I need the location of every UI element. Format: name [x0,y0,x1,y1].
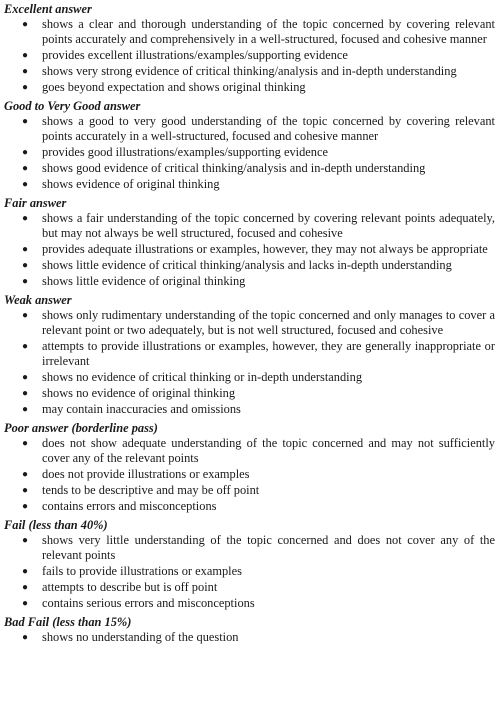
list-item-text: goes beyond expectation and shows original thinking [42,80,306,94]
bullet-icon: ● [22,469,29,480]
list-item-text: fails to provide illustrations or examples [42,564,242,578]
section-poor-answer [4,419,497,514]
list-item-text: shows a clear and thorough understanding of the topic concerned by covering relevant points accurately and comprehensively in a well-structured, focused and cohesive manner [42,17,495,46]
list-item [4,483,497,498]
list-item-text: provides good illustrations/examples/supporting evidence [42,145,328,159]
list-item-text: shows a fair understanding of the topic concerned by covering relevant points adequately, but may not always be well structured, focused and cohesive [42,211,495,240]
criteria-list [4,436,497,514]
list-item [4,80,497,95]
list-item-text: shows evidence of original thinking [42,177,220,191]
section-heading: Bad Fail (less than 15%) [4,615,132,629]
criteria-list [4,533,497,611]
list-item-text: contains errors and misconceptions [42,499,217,513]
list-item [4,242,497,257]
list-item [4,596,497,611]
bullet-icon: ● [22,485,29,496]
list-item [4,114,497,144]
list-item-text: shows only rudimentary understanding of the topic concerned and only manages to cover a relevant point or two adequately, but is not well structured, focused and cohesive [42,308,495,337]
bullet-icon: ● [22,310,29,321]
list-item-text: shows very little understanding of the topic concerned and does not cover any of the relevant points [42,533,495,562]
bullet-icon: ● [22,632,29,643]
bullet-icon: ● [22,582,29,593]
list-item [4,64,497,79]
criteria-list [4,308,497,417]
list-item [4,370,497,385]
bullet-icon: ● [22,163,29,174]
section-heading: Good to Very Good answer [4,99,141,113]
section-fair-answer [4,194,497,289]
list-item-text: shows no evidence of critical thinking or in-depth understanding [42,370,363,384]
list-item [4,467,497,482]
list-item-text: shows no understanding of the question [42,630,239,644]
list-item-text: may contain inaccuracies and omissions [42,402,241,416]
list-item [4,386,497,401]
section-heading: Excellent answer [4,2,92,16]
section-fail [4,516,497,611]
bullet-icon: ● [22,276,29,287]
section-heading: Weak answer [4,293,72,307]
bullet-icon: ● [22,501,29,512]
bullet-icon: ● [22,535,29,546]
criteria-list [4,17,497,95]
list-item [4,258,497,273]
list-item-text: provides excellent illustrations/examples/supporting evidence [42,48,348,62]
criteria-list [4,630,497,645]
list-item [4,211,497,241]
list-item [4,339,497,369]
list-item [4,145,497,160]
bullet-icon: ● [22,19,29,30]
section-heading: Fair answer [4,196,67,210]
bullet-icon: ● [22,388,29,399]
section-weak-answer [4,291,497,417]
section-bad-fail [4,613,497,645]
list-item-text: shows little evidence of critical thinking/analysis and lacks in-depth understanding [42,258,452,272]
bullet-icon: ● [22,341,29,352]
list-item [4,630,497,645]
list-item [4,436,497,466]
bullet-icon: ● [22,179,29,190]
criteria-list [4,114,497,192]
bullet-icon: ● [22,404,29,415]
bullet-icon: ● [22,116,29,127]
list-item-text: shows a good to very good understanding of the topic concerned by covering relevant points accurately in a well-structured, focused and cohesive manner [42,114,495,143]
section-excellent-answer [4,0,497,95]
list-item [4,48,497,63]
section-good-to-very-good-answer [4,97,497,192]
list-item-text: shows good evidence of critical thinking/analysis and in-depth understanding [42,161,426,175]
list-item [4,177,497,192]
bullet-icon: ● [22,213,29,224]
list-item-text: shows no evidence of original thinking [42,386,236,400]
list-item-text: shows very strong evidence of critical thinking/analysis and in-depth understanding [42,64,457,78]
list-item [4,533,497,563]
list-item [4,402,497,417]
section-heading: Poor answer (borderline pass) [4,421,158,435]
list-item-text: attempts to describe but is off point [42,580,218,594]
list-item [4,274,497,289]
bullet-icon: ● [22,372,29,383]
criteria-list [4,211,497,289]
list-item-text: does not provide illustrations or examples [42,467,250,481]
bullet-icon: ● [22,82,29,93]
list-item [4,161,497,176]
section-heading: Fail (less than 40%) [4,518,108,532]
list-item-text: attempts to provide illustrations or examples, however, they are generally inappropriate or irrelevant [42,339,495,368]
list-item [4,564,497,579]
bullet-icon: ● [22,147,29,158]
list-item-text: shows little evidence of original thinking [42,274,246,288]
list-item [4,580,497,595]
list-item-text: contains serious errors and misconceptions [42,596,255,610]
list-item [4,308,497,338]
bullet-icon: ● [22,50,29,61]
bullet-icon: ● [22,598,29,609]
list-item [4,499,497,514]
list-item-text: tends to be descriptive and may be off point [42,483,260,497]
bullet-icon: ● [22,66,29,77]
list-item [4,17,497,47]
bullet-icon: ● [22,244,29,255]
list-item-text: does not show adequate understanding of the topic concerned and may not sufficiently cover any of the relevant points [42,436,495,465]
bullet-icon: ● [22,566,29,577]
list-item-text: provides adequate illustrations or examples, however, they may not always be appropriate [42,242,488,256]
bullet-icon: ● [22,438,29,449]
bullet-icon: ● [22,260,29,271]
